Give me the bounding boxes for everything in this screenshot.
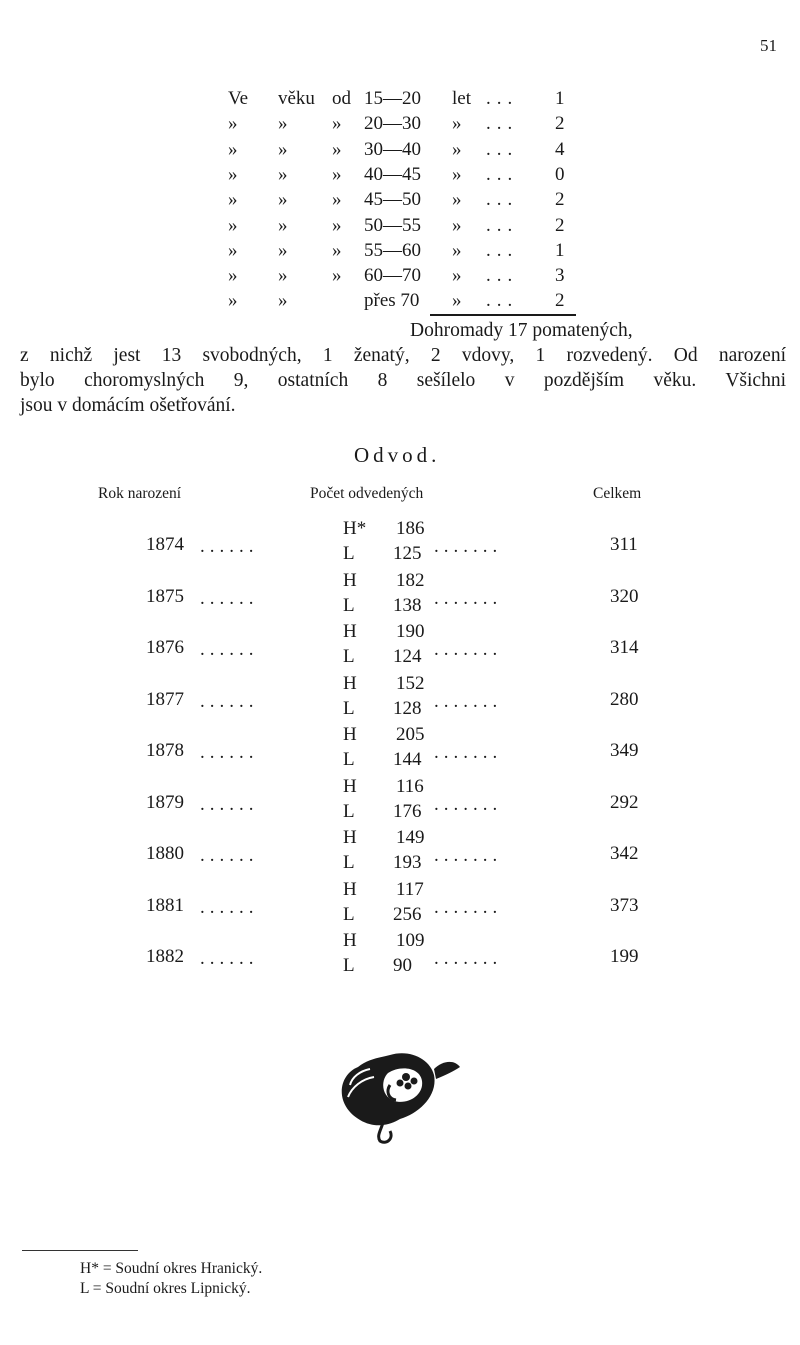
birth-year: 1877 [146, 688, 184, 710]
total-leader-dots: ....... [434, 948, 503, 969]
row-total: 320 [610, 585, 639, 607]
h-district-label: H [343, 621, 357, 642]
leader-dots: ... [486, 113, 519, 135]
year-leader-dots: ...... [200, 639, 259, 660]
row-total: 280 [610, 688, 639, 710]
age-row-lead-3: » [332, 163, 342, 185]
age-unit: » [452, 290, 462, 312]
l-count: 125 [393, 543, 422, 564]
row-total: 373 [610, 894, 639, 916]
age-row-lead-2: » [278, 113, 288, 135]
age-range: 50—55 [364, 214, 421, 236]
age-row-lead-1: » [228, 113, 238, 135]
total-leader-dots: ....... [434, 536, 503, 557]
age-row-lead-3: » [332, 214, 342, 236]
birth-year: 1881 [146, 894, 184, 916]
age-row-lead-1: » [228, 290, 238, 312]
age-count: 3 [555, 265, 565, 287]
l-count: 176 [393, 800, 422, 822]
floral-vignette-icon [330, 1045, 465, 1150]
l-district-label: L [343, 903, 355, 925]
birth-year: 1874 [146, 534, 184, 555]
leader-dots: ... [486, 214, 519, 236]
h-count: 190 [396, 621, 425, 642]
age-range: 15—20 [364, 88, 421, 109]
leader-dots: ... [486, 163, 519, 185]
age-row-lead-3: » [332, 113, 342, 135]
summary-line-1: Dohromady 17 pomatených, [410, 320, 633, 341]
age-row-lead-3: » [332, 265, 342, 287]
l-district-label: L [343, 955, 355, 976]
age-unit: let [452, 88, 471, 109]
total-leader-dots: ....... [434, 639, 503, 660]
l-count: 144 [393, 749, 422, 770]
birth-year: 1882 [146, 946, 184, 967]
age-range: 60—70 [364, 265, 421, 287]
age-count: 2 [555, 113, 565, 135]
age-unit: » [452, 189, 462, 211]
age-unit: » [452, 239, 462, 261]
age-unit: » [452, 163, 462, 185]
h-district-label: H [343, 827, 357, 848]
age-count: 2 [555, 214, 565, 236]
age-range: 45—50 [364, 189, 421, 211]
age-range: 20—30 [364, 113, 421, 135]
l-district-label: L [343, 543, 355, 564]
age-row-lead-2: » [278, 290, 288, 312]
birth-year: 1880 [146, 843, 184, 864]
l-district-label: L [343, 749, 355, 770]
l-count: 128 [393, 697, 422, 719]
h-district-label: H [343, 724, 357, 745]
total-leader-dots: ....... [434, 845, 503, 866]
age-row-lead-2: » [278, 189, 288, 211]
row-total: 314 [610, 637, 639, 658]
age-row-lead-2: » [278, 239, 288, 261]
l-district-label: L [343, 852, 355, 873]
age-count: 4 [555, 138, 565, 160]
l-count: 193 [393, 852, 422, 873]
h-district-label: H [343, 672, 357, 694]
h-count: 109 [396, 930, 425, 951]
year-leader-dots: ...... [200, 793, 259, 815]
year-leader-dots: ...... [200, 587, 259, 609]
total-leader-dots: ....... [434, 587, 503, 609]
age-row-lead-1: » [228, 163, 238, 185]
column-header-total: Celkem [593, 485, 642, 502]
age-row-lead-1: Ve [228, 88, 249, 109]
birth-year: 1875 [146, 585, 184, 607]
h-district-label: H [343, 569, 357, 591]
h-count: 205 [396, 724, 425, 745]
age-row-lead-1: » [228, 214, 238, 236]
summary-line-3: bylo choromyslných 9, ostatních 8 sešílelo v pozdějším věku. Všichni [20, 370, 786, 391]
year-leader-dots: ...... [200, 948, 259, 969]
total-leader-dots: ....... [434, 793, 503, 815]
age-row-lead-3: » [332, 239, 342, 261]
age-row-lead-3: » [332, 189, 342, 211]
age-count: 2 [555, 290, 565, 312]
leader-dots: ... [486, 265, 519, 287]
year-leader-dots: ...... [200, 690, 259, 712]
age-row-lead-1: » [228, 189, 238, 211]
age-unit: » [452, 113, 462, 135]
age-range: 30—40 [364, 138, 421, 160]
row-total: 199 [610, 946, 639, 967]
l-count: 90 [393, 955, 412, 976]
age-count: 1 [555, 239, 565, 261]
age-unit: » [452, 265, 462, 287]
age-row-lead-2: » [278, 265, 288, 287]
age-row-lead-1: » [228, 239, 238, 261]
leader-dots: ... [486, 189, 519, 211]
age-row-lead-2: » [278, 163, 288, 185]
footnote-h: H* = Soudní okres Hranický. [80, 1260, 263, 1277]
footnote-l: L = Soudní okres Lipnický. [80, 1280, 251, 1297]
age-row-lead-2: věku [278, 88, 315, 109]
age-range: 40—45 [364, 163, 421, 185]
l-district-label: L [343, 800, 355, 822]
age-count: 0 [555, 163, 565, 185]
l-district-label: L [343, 646, 355, 667]
h-count: 186 [396, 518, 425, 539]
row-total: 342 [610, 843, 639, 864]
age-row-lead-3: » [332, 138, 342, 160]
age-row-lead-2: » [278, 214, 288, 236]
age-row-lead-1: » [228, 265, 238, 287]
h-count: 117 [396, 878, 424, 900]
l-count: 256 [393, 903, 422, 925]
birth-year: 1876 [146, 637, 184, 658]
age-row-lead-2: » [278, 138, 288, 160]
birth-year: 1879 [146, 791, 184, 813]
leader-dots: ... [486, 239, 519, 261]
row-total: 292 [610, 791, 639, 813]
l-count: 138 [393, 594, 422, 616]
l-district-label: L [343, 594, 355, 616]
column-header-year: Rok narození [98, 485, 182, 502]
year-leader-dots: ...... [200, 845, 259, 866]
age-range: přes 70 [364, 290, 420, 312]
total-leader-dots: ....... [434, 690, 503, 712]
section-heading: Odvod. [354, 443, 441, 467]
row-total: 349 [610, 740, 639, 761]
h-district-label: H [343, 878, 357, 900]
h-count: 152 [396, 672, 425, 694]
total-leader-dots: ....... [434, 896, 503, 918]
h-count: 116 [396, 775, 424, 797]
total-leader-dots: ....... [434, 742, 503, 763]
summary-line-2: z nichž jest 13 svobodných, 1 ženatý, 2 vdovy, 1 rozvedený. Od narození [20, 345, 786, 366]
age-range: 55—60 [364, 239, 421, 261]
leader-dots: ... [486, 138, 519, 160]
age-unit: » [452, 138, 462, 160]
footnote-rule [22, 1250, 138, 1251]
h-count: 149 [396, 827, 425, 848]
h-district-label: H [343, 930, 357, 951]
sum-rule [430, 314, 576, 316]
page-number: 51 [760, 36, 777, 55]
h-district-label: H* [343, 518, 367, 539]
age-count: 1 [555, 88, 565, 109]
age-unit: » [452, 214, 462, 236]
year-leader-dots: ...... [200, 742, 259, 763]
age-row-lead-1: » [228, 138, 238, 160]
l-count: 124 [393, 646, 422, 667]
birth-year: 1878 [146, 740, 184, 761]
age-count: 2 [555, 189, 565, 211]
column-header-count: Počet odvedených [310, 485, 424, 502]
row-total: 311 [610, 534, 638, 555]
l-district-label: L [343, 697, 355, 719]
leader-dots: ... [486, 88, 519, 109]
age-row-lead-3: od [332, 88, 351, 109]
year-leader-dots: ...... [200, 536, 259, 557]
h-count: 182 [396, 569, 425, 591]
leader-dots: ... [486, 290, 519, 312]
h-district-label: H [343, 775, 357, 797]
summary-line-4: jsou v domácím ošetřování. [20, 395, 236, 416]
year-leader-dots: ...... [200, 896, 259, 918]
